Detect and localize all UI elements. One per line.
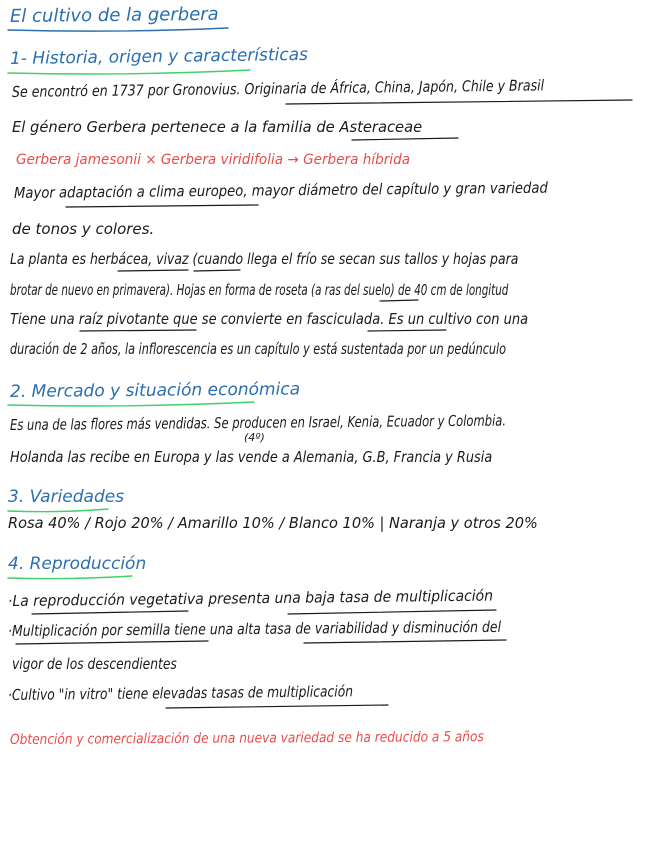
heading-1-underline [8, 70, 250, 74]
underline-adaptacion [66, 205, 258, 207]
s2-line-1: Es una de las flores más vendidas. Se producen en Israel, Kenia, Ecuador y Colombia. [9, 411, 507, 434]
underline-vivaz [194, 270, 240, 271]
s4-line-3: vigor de los descendientes [12, 655, 177, 673]
s1-line-7: Tiene una raíz pivotante que se convierte en fasciculada. Es un cultivo con una [10, 310, 529, 328]
s4-red-line: Obtención y comercialización de una nueva variedad se ha reducido a 5 años [9, 729, 484, 748]
underline-vegetativa [32, 611, 188, 614]
s4-line-4: ·Cultivo "in vitro" tiene elevadas tasas de multiplicación [7, 682, 354, 704]
underline-elevadas [166, 705, 388, 708]
section-1-heading: 1- Historia, origen y características [9, 44, 309, 69]
s4-line-1: ·La reproducción vegetativa presenta una baja tasa de multiplicación [7, 586, 494, 610]
s2-line-2: Holanda las recibe en Europa y las vende a Alemania, G.B, Francia y Rusia [10, 448, 493, 466]
heading-2-underline [8, 402, 254, 406]
title-underline [8, 28, 228, 31]
heading-3-underline [8, 509, 108, 512]
s1-line-4: de tonos y colores. [12, 220, 155, 238]
underline-fasciculada [368, 330, 446, 331]
underline-alta [304, 640, 506, 643]
underline-asteraceae [352, 138, 458, 140]
underline-raiz [80, 330, 196, 331]
section-4-heading: 4. Reproducción [8, 554, 147, 574]
page-title: El cultivo de la gerbera [9, 3, 219, 27]
section-3-heading: 3. Variedades [8, 487, 125, 507]
underline-roseta [380, 300, 418, 301]
underline-semilla [16, 641, 208, 644]
underline-herbacea [118, 270, 188, 271]
s4-line-2: ·Multiplicación por semilla tiene una alta tasa de variabilidad y disminución del [7, 617, 502, 640]
s1-line-5: La planta es herbácea, vivaz (cuando llega el frío se secan sus tallos y hojas para [10, 250, 519, 268]
underline-originaria [286, 100, 632, 104]
section-2-heading: 2. Mercado y situación económica [9, 379, 301, 402]
s1-line-6: brotar de nuevo en primavera). Hojas en forma de roseta (a ras del suelo) de 40 cm de longitud [10, 281, 509, 299]
s3-varieties-line: Rosa 40% / Rojo 20% / Amarillo 10% / Blanco 10% | Naranja y otros 20% [8, 514, 538, 532]
s2-rank-note: (4º) [244, 431, 265, 444]
s1-hybrid-formula: Gerbera jamesonii × Gerbera viridifolia → Gerbera híbrida [16, 152, 411, 168]
s1-line-2: El género Gerbera pertenece a la familia de Asteraceae [12, 118, 423, 136]
s1-line-1: Se encontró en 1737 por Gronovius. Originaria de África, China, Japón, Chile y Brasil [11, 76, 545, 101]
heading-4-underline [8, 576, 132, 579]
s1-line-8: duración de 2 años, la inflorescencia es un capítulo y está sustentada por un pedúnculo [10, 340, 507, 358]
s1-line-3: Mayor adaptación a clima europeo, mayor diámetro del capítulo y gran variedad [13, 178, 548, 202]
underline-baja [288, 610, 496, 614]
